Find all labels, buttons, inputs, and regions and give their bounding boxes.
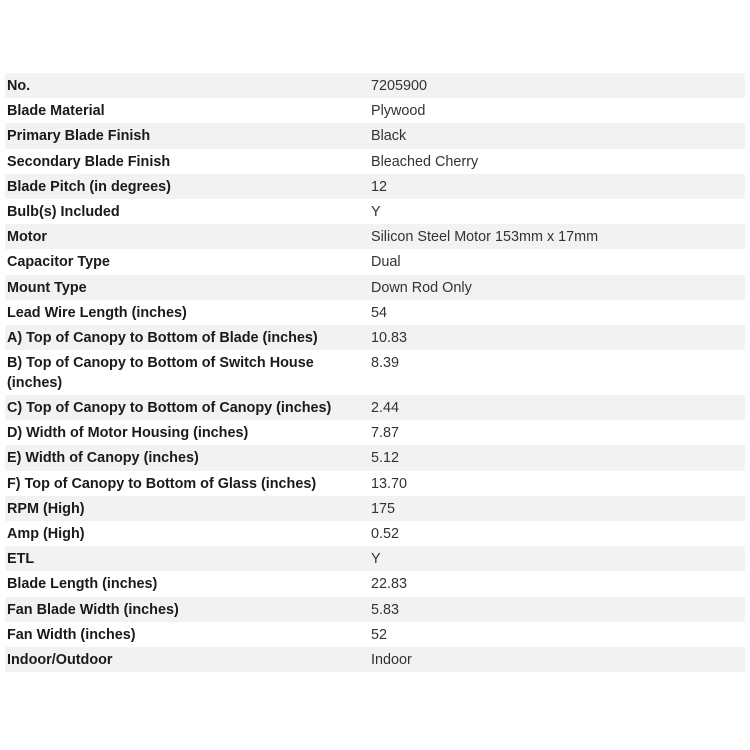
spec-row-canopy-to-glass — [5, 471, 745, 496]
spec-row-secondary-blade-finish — [5, 149, 745, 174]
spec-label: B) Top of Canopy to Bottom of Switch House (inches) — [7, 355, 314, 392]
spec-label: F) Top of Canopy to Bottom of Glass (inches) — [7, 475, 317, 492]
spec-value: Y — [371, 551, 381, 568]
spec-label: Capacitor Type — [7, 254, 110, 271]
spec-value: 13.70 — [371, 475, 408, 492]
spec-label: Blade Pitch (in degrees) — [7, 178, 171, 195]
spec-label: Amp (High) — [7, 526, 85, 542]
spec-row-bulbs-included — [5, 199, 745, 224]
spec-label: RPM (High) — [7, 500, 85, 517]
spec-value: Dual — [371, 254, 401, 271]
spec-row-canopy-to-switch-house — [5, 350, 745, 395]
spec-label: Primary Blade Finish — [7, 128, 151, 145]
spec-label: Motor — [7, 229, 47, 246]
spec-row-fan-width — [5, 622, 745, 647]
spec-value: 0.52 — [371, 526, 400, 542]
spec-value: Black — [371, 128, 407, 145]
spec-row-blade-length — [5, 571, 745, 596]
spec-value: 52 — [371, 626, 388, 643]
spec-label: Blade Material — [7, 103, 105, 120]
spec-row-blade-material — [5, 98, 745, 123]
spec-value: 5.83 — [371, 601, 400, 618]
spec-row-rpm-high — [5, 496, 745, 521]
spec-value: 175 — [371, 500, 396, 517]
spec-row-indoor-outdoor — [5, 647, 745, 672]
spec-label: A) Top of Canopy to Bottom of Blade (inches) — [7, 329, 318, 346]
spec-row-fan-blade-width — [5, 597, 745, 622]
spec-value: 10.83 — [371, 329, 408, 346]
spec-row-canopy-width — [5, 445, 745, 470]
spec-row-canopy-to-canopy — [5, 395, 745, 420]
spec-label: C) Top of Canopy to Bottom of Canopy (inches) — [7, 400, 332, 417]
spec-label: Fan Blade Width (inches) — [7, 601, 179, 618]
spec-value: Plywood — [371, 103, 426, 120]
spec-value: Silicon Steel Motor 153mm x 17mm — [371, 229, 599, 246]
spec-row-mount-type — [5, 275, 745, 300]
spec-row-etl — [5, 546, 745, 571]
spec-label: Fan Width (inches) — [7, 626, 136, 643]
spec-value: 12 — [371, 178, 388, 195]
spec-label: Lead Wire Length (inches) — [7, 304, 187, 321]
spec-row-motor-housing-width — [5, 420, 745, 445]
spec-value: 7205900 — [371, 78, 428, 94]
spec-value: 7.87 — [371, 425, 400, 442]
spec-label: No. — [7, 78, 31, 94]
spec-row-blade-pitch — [5, 174, 745, 199]
spec-row-canopy-to-blade — [5, 325, 745, 350]
spec-row-number — [5, 73, 745, 98]
spec-label: ETL — [7, 551, 35, 568]
spec-label: Secondary Blade Finish — [7, 153, 171, 170]
spec-row-motor — [5, 224, 745, 249]
spec-row-capacitor-type — [5, 249, 745, 274]
spec-value: Y — [371, 203, 381, 220]
spec-value: 5.12 — [371, 450, 400, 467]
spec-label: E) Width of Canopy (inches) — [7, 450, 199, 467]
spec-label: Bulb(s) Included — [7, 203, 120, 220]
spec-value: Down Rod Only — [371, 279, 472, 296]
spec-row-primary-blade-finish — [5, 123, 745, 148]
spec-value: 54 — [371, 304, 388, 321]
spec-value: 22.83 — [371, 576, 408, 593]
spec-row-amp-high — [5, 521, 745, 546]
spec-label: D) Width of Motor Housing (inches) — [7, 425, 249, 442]
spec-label: Blade Length (inches) — [7, 576, 158, 593]
spec-label: Indoor/Outdoor — [7, 651, 113, 668]
spec-label: Mount Type — [7, 279, 87, 296]
spec-table — [5, 73, 745, 672]
spec-value: Indoor — [371, 651, 412, 668]
spec-row-lead-wire-length — [5, 300, 745, 325]
spec-value: Bleached Cherry — [371, 153, 479, 170]
spec-value: 2.44 — [371, 400, 400, 417]
spec-value: 8.39 — [371, 355, 400, 372]
